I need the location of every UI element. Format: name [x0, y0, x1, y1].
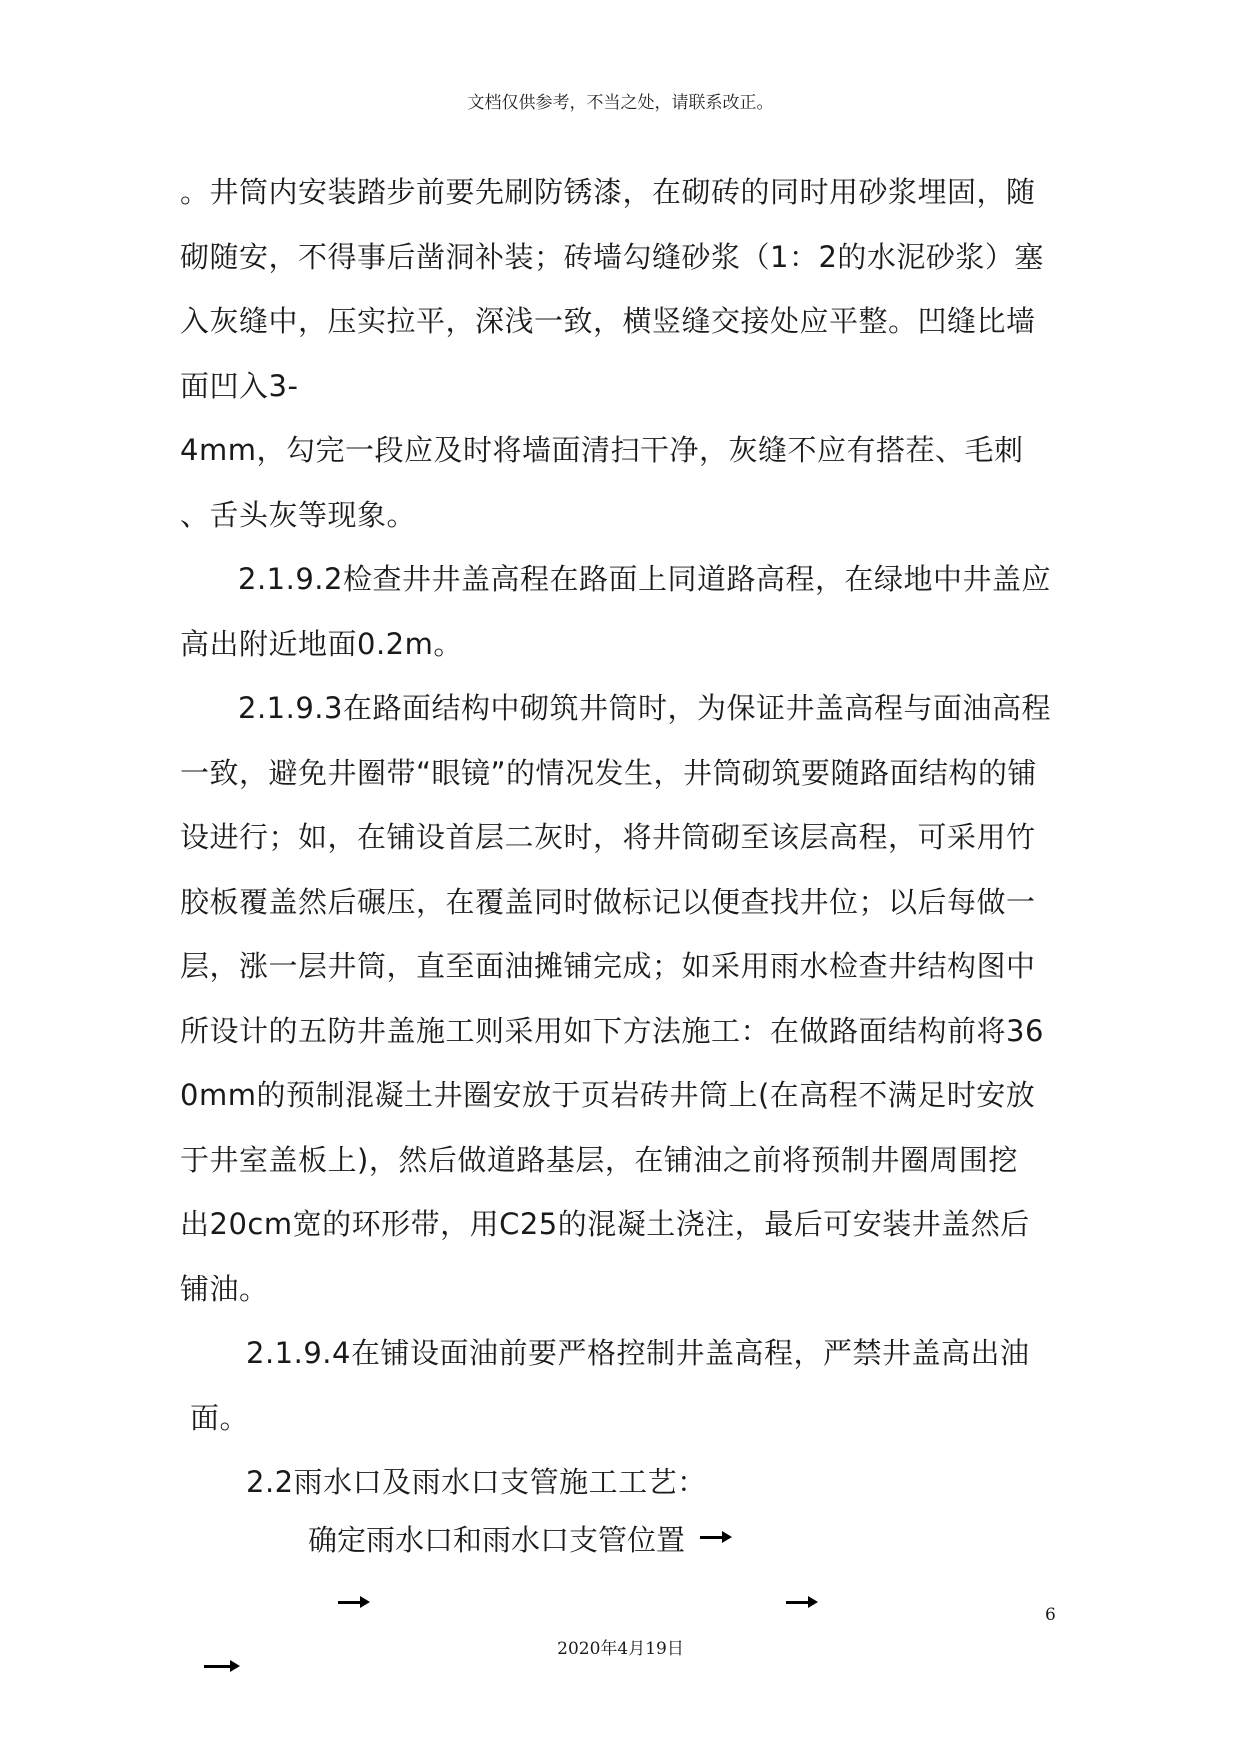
text-line: 出20cm宽的环形带，用C25的混凝土浇注，最后可安装井盖然后 — [180, 1207, 1030, 1241]
flow-arrow-3 — [786, 1601, 814, 1604]
text-line: 所设计的五防井盖施工则采用如下方法施工：在做路面结构前将36 — [180, 1013, 1044, 1048]
text-line: 4mm，勾完一段应及时将墙面清扫干净，灰缝不应有搭茬、毛刺 — [180, 433, 1024, 467]
text-line: 砌随安，不得事后凿洞补装；砖墙勾缝砂浆（1：2的水泥砂浆）塞 — [180, 239, 1044, 274]
text-line: 面凹入3- — [180, 368, 299, 403]
text-line: 设进行；如，在铺设首层二灰时，将井筒砌至该层高程，可采用竹 — [180, 820, 1036, 854]
text-line: 、舌头灰等现象。 — [180, 497, 417, 532]
text-line: 面。 — [190, 1400, 250, 1435]
text-line: 层，涨一层井筒，直至面油摊铺完成；如采用雨水检查井结构图中 — [180, 949, 1036, 983]
text-line: 0mm的预制混凝土井圈安放于页岩砖井筒上(在高程不满足时安放 — [180, 1078, 1036, 1112]
page-header: 文档仅供参考，不当之处，请联系改正。 — [467, 93, 774, 113]
text-line: 。井筒内安装踏步前要先刷防锈漆，在砌砖的同时用砂浆埋固，随 — [180, 175, 1036, 209]
section-heading-2-2: 2.2雨水口及雨水口支管施工工艺： — [246, 1465, 707, 1499]
flow-arrow-4 — [204, 1665, 236, 1668]
text-line: 入灰缝中，压实拉平，深浅一致，横竖缝交接处应平整。凹缝比墙 — [180, 304, 1036, 338]
page-number: 6 — [1045, 1605, 1056, 1625]
text-line: 高出附近地面0.2m。 — [180, 626, 463, 661]
paragraph-2-1-9-3: 2.1.9.3在路面结构中砌筑井筒时，为保证井盖高程与面油高程 — [238, 691, 1051, 725]
flow-step-1: 确定雨水口和雨水口支管位置 — [308, 1523, 686, 1557]
text-line: 一致，避免井圈带“眼镜”的情况发生，井筒砌筑要随路面结构的铺 — [180, 755, 1038, 790]
text-line: 于井室盖板上)，然后做道路基层，在铺油之前将预制井圈周围挖 — [180, 1142, 1018, 1177]
text-line: 胶板覆盖然后碾压，在覆盖同时做标记以便查找井位；以后每做一 — [180, 884, 1036, 919]
footer-date: 2020年4月19日 — [557, 1639, 684, 1659]
flow-arrow-1 — [700, 1536, 728, 1539]
paragraph-2-1-9-2: 2.1.9.2检查井井盖高程在路面上同道路高程，在绿地中井盖应 — [238, 562, 1051, 596]
document-body — [180, 160, 1060, 1515]
flow-arrow-2 — [338, 1601, 366, 1604]
paragraph-2-1-9-4: 2.1.9.4在铺设面油前要严格控制井盖高程，严禁井盖高出油 — [246, 1336, 1030, 1370]
text-line: 铺油。 — [180, 1271, 269, 1306]
